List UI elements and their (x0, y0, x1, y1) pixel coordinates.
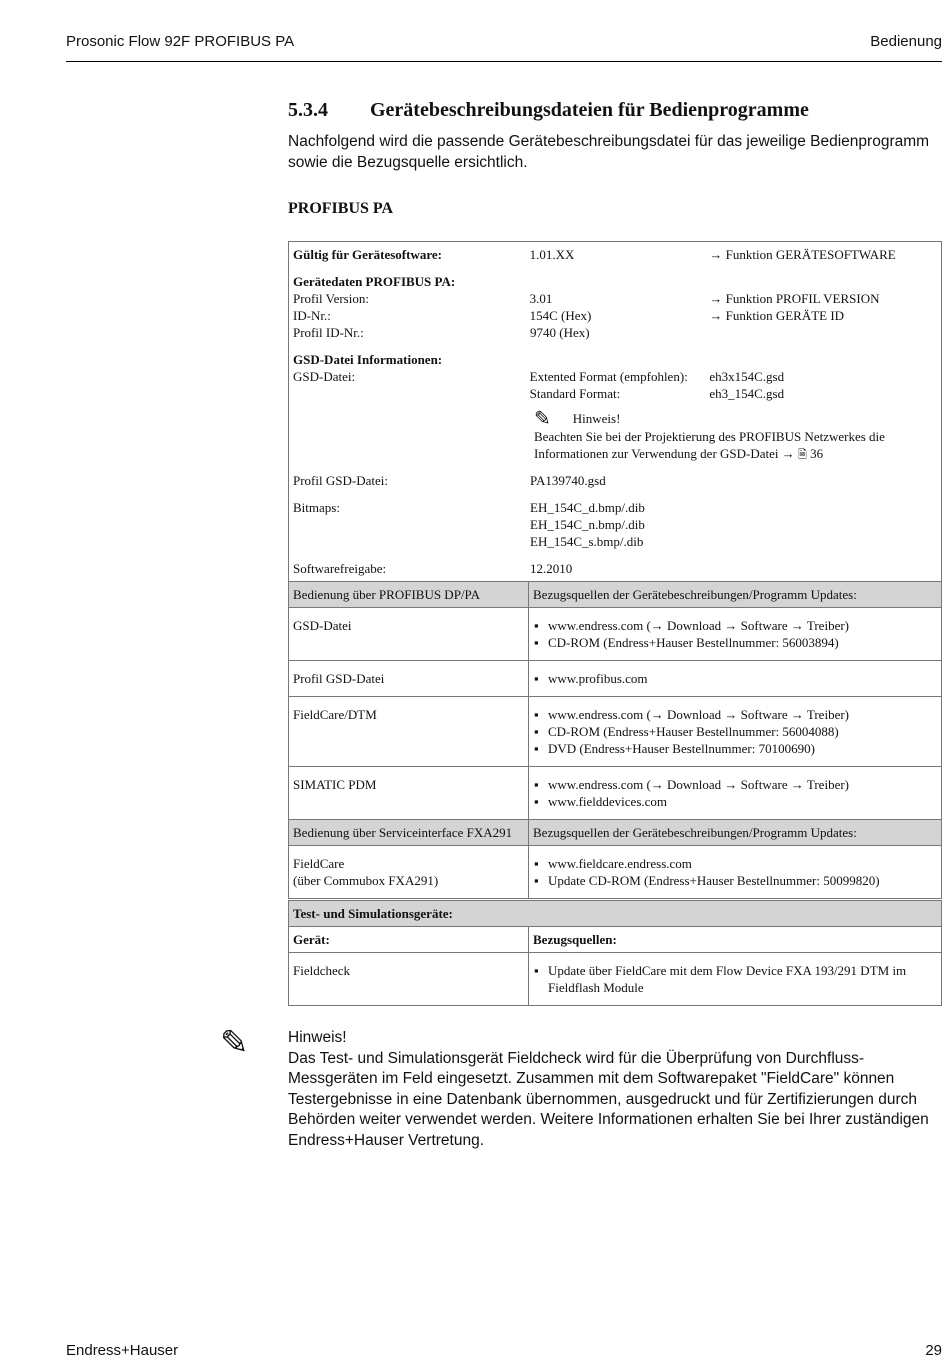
operating-tool-name: FieldCare (293, 856, 345, 871)
sw-ref: → Funktion GERÄTESOFTWARE (709, 247, 896, 262)
gsd-std-label: Standard Format: (529, 386, 621, 401)
sw-label: Gültig für Gerätesoftware: (293, 247, 442, 262)
footer-company: Endress+Hauser (66, 1342, 179, 1359)
source-item: ▪ www.profibus.com (533, 670, 937, 687)
profile-version-label: Profil Version: (293, 291, 369, 306)
gsd-hint-text-2: Informationen zur Verwendung der GSD-Datei → (534, 446, 799, 461)
section-number: 5.3.4 (288, 99, 328, 121)
subheading-profibus-pa: PROFIBUS PA (288, 200, 394, 217)
profile-gsd-value: PA139740.gsd (530, 473, 606, 488)
source-item: ▪ www.fieldcare.endress.com (533, 855, 937, 872)
intro-paragraph: Nachfolgend wird die passende Gerätebeschreibungsdatei für das jeweilige Bedienprogramm sowie die Bezugsquelle ersichtlich. (288, 133, 930, 171)
running-header (66, 32, 942, 62)
gsd-hint (289, 402, 941, 472)
id-ref: → Funktion GERÄTE ID (709, 308, 845, 323)
profile-id-value: 9740 (Hex) (530, 325, 590, 340)
operating-tool-name: FieldCare/DTM (289, 697, 529, 766)
device-description-table (288, 241, 942, 899)
gsd-hint-title: Hinweis! (572, 411, 621, 426)
device-info-block (289, 242, 941, 581)
id-value: 154C (Hex) (529, 308, 592, 323)
gsd-hint-text-1: Beachten Sie bei der Projektierung des PROFIBUS Netzwerkes die (534, 429, 885, 444)
table-row (289, 696, 941, 766)
test-table-title: Test- und Simulationsgeräte: (289, 901, 941, 926)
gsd-ext-value: eh3x154C.gsd (709, 369, 785, 384)
source-item: ▪ www.endress.com (→ Download → Software → Treiber) (533, 706, 937, 723)
release-value: 12.2010 (530, 561, 573, 576)
page-number: 29 (925, 1342, 942, 1359)
source-item: ▪ Update CD-ROM (Endress+Hauser Bestellnummer: 50099820) (533, 872, 937, 889)
source-item: ▪ CD-ROM (Endress+Hauser Bestellnummer: 56004088) (533, 723, 937, 740)
page-reference-link[interactable]: 36 (810, 446, 824, 461)
table-row (289, 607, 941, 660)
gsd-heading: GSD-Datei Informationen: (293, 352, 443, 367)
document-title: Prosonic Flow 92F PROFIBUS PA (66, 33, 295, 50)
gsd-ext-label: Extented Format (empfohlen): (529, 369, 688, 384)
dp-sources-header-row (289, 581, 941, 607)
table-row (289, 952, 941, 1005)
section-title: Gerätebeschreibungsdateien für Bedienprogramme (370, 99, 809, 121)
source-item: ▪ DVD (Endress+Hauser Bestellnummer: 70100690) (533, 740, 937, 757)
test-table-header-row (289, 926, 941, 952)
release-label: Softwarefreigabe: (293, 561, 387, 576)
source-item: ▪ Update über FieldCare mit dem Flow Device FXA 193/291 DTM im Fieldflash Module (533, 962, 937, 996)
test-devices-table (288, 900, 942, 1006)
test-device-name: Fieldcheck (289, 953, 529, 1005)
table-row (289, 660, 941, 696)
page-reference-icon: 🗎 (798, 449, 807, 461)
chapter-title: Bedienung (870, 33, 942, 50)
operating-tool-detail: (über Commubox FXA291) (293, 873, 439, 888)
bitmap-file: EH_154C_s.bmp/.dib (530, 534, 644, 549)
bitmap-file: EH_154C_d.bmp/.dib (530, 500, 645, 515)
profile-version-ref: → Funktion PROFIL VERSION (709, 291, 880, 306)
profile-version-value: 3.01 (529, 291, 553, 306)
table-row (289, 845, 941, 898)
running-footer (66, 1342, 942, 1359)
operating-tool-name: SIMATIC PDM (289, 767, 529, 819)
source-item: ▪ www.fielddevices.com (533, 793, 937, 810)
pencil-note-icon: ✎ (534, 408, 551, 430)
bitmap-file: EH_154C_n.bmp/.dib (530, 517, 645, 532)
bitmaps-label: Bitmaps: (293, 500, 340, 515)
pencil-note-icon: ✎ (220, 1024, 249, 1062)
operating-tool-name: Profil GSD-Datei (289, 661, 529, 696)
fxa-sources-header-row (289, 819, 941, 845)
operating-tool-name: GSD-Datei (289, 608, 529, 660)
sw-value: 1.01.XX (529, 247, 575, 262)
fxa-header-right: Bezugsquellen der Gerätebeschreibungen/Programm Updates: (533, 825, 857, 840)
source-item: ▪ www.endress.com (→ Download → Software → Treiber) (533, 776, 937, 793)
source-item: ▪ www.endress.com (→ Download → Software → Treiber) (533, 617, 937, 634)
note-text: Das Test- und Simulationsgerät Fieldcheck wird für die Überprüfung von Durchfluss-Messgeräten im Feld eingesetzt. Zusammen mit dem Softwarepaket "FieldCare" können Testergebnisse in eine Datenbank übernommen, ausgedruckt und für Zertifizierungen durch Behörden weiter verwendet werden. Weitere Informationen erhalten Sie bei Ihrer zuständigen Endress+Hauser Vertretung. (288, 1049, 929, 1149)
gsd-label: GSD-Datei: (293, 369, 356, 384)
table-row (289, 766, 941, 819)
fxa-header-left: Bedienung über Serviceinterface FXA291 (289, 820, 529, 845)
dp-header-right: Bezugsquellen der Gerätebeschreibungen/Programm Updates: (533, 587, 857, 602)
source-item: ▪ CD-ROM (Endress+Hauser Bestellnummer: 56003894) (533, 634, 937, 651)
note-title: Hinweis! (288, 1029, 347, 1046)
gsd-std-value: eh3_154C.gsd (709, 386, 785, 401)
col-device-header: Gerät: (289, 927, 529, 952)
profile-id-label: Profil ID-Nr.: (293, 325, 364, 340)
note-block (288, 1028, 944, 1151)
profile-gsd-label: Profil GSD-Datei: (293, 473, 388, 488)
section-heading (288, 99, 809, 122)
id-label: ID-Nr.: (293, 308, 331, 323)
devdata-heading: Gerätedaten PROFIBUS PA: (293, 274, 456, 289)
col-sources-header: Bezugsquellen: (533, 932, 617, 947)
dp-header-left: Bedienung über PROFIBUS DP/PA (289, 582, 529, 607)
